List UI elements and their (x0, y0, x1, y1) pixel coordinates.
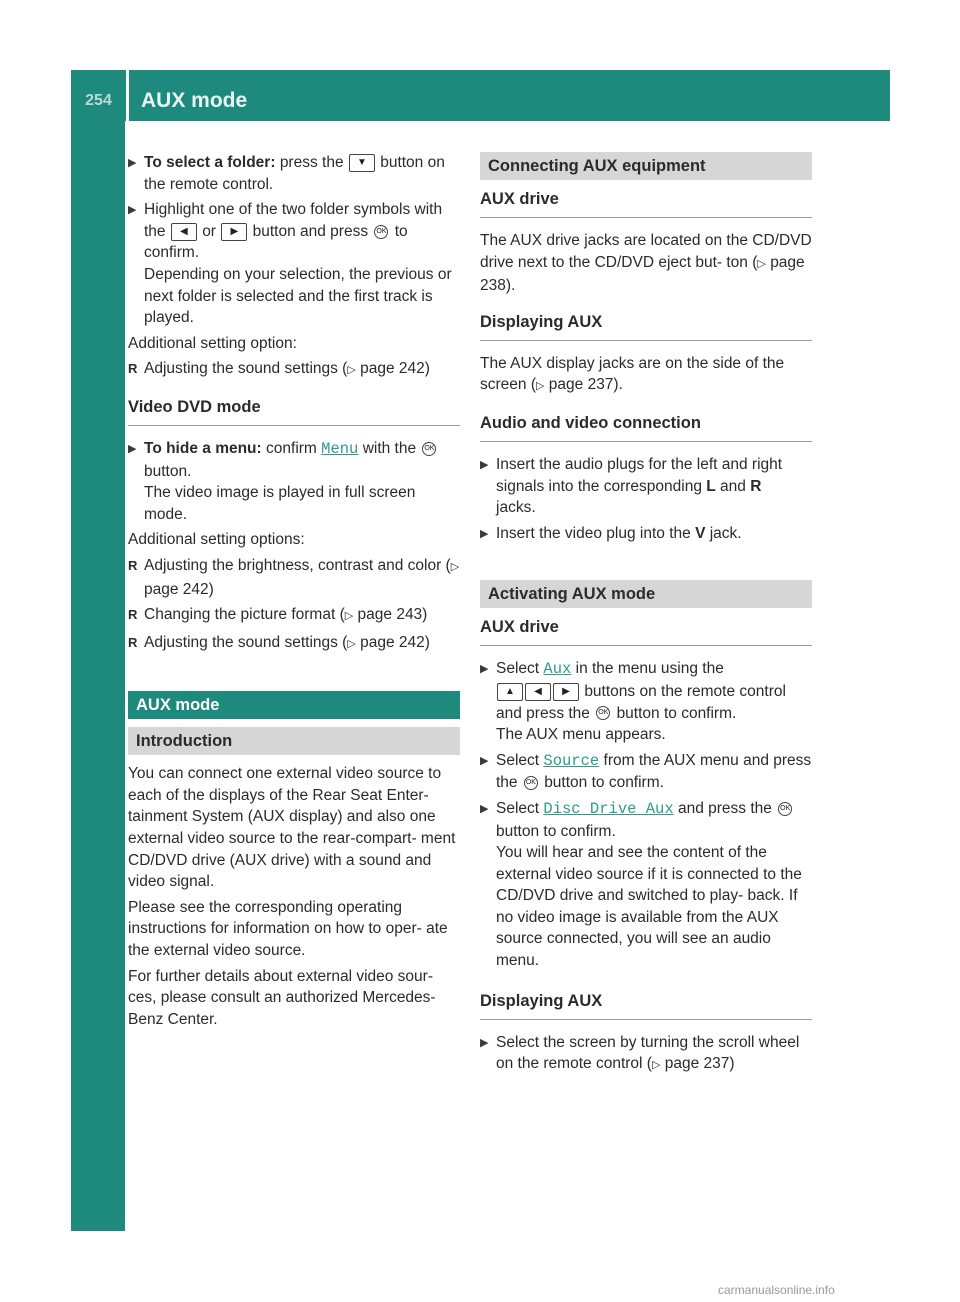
additional-option-label: Additional setting option: (128, 334, 297, 352)
bullet-item: R Adjusting the sound settings (▷ page 242) (128, 358, 460, 382)
right-arrow-key-icon: ▶ (221, 223, 247, 241)
intro-paragraph: For further details about external video sour- ces, please consult an authorized Mercedes- Benz Center. (128, 967, 436, 1028)
header-divider (126, 70, 129, 121)
intro-paragraph: Please see the corresponding operating instructions for information on how to oper- ate the external video source. (128, 898, 448, 960)
bullet-mark-icon: R (128, 607, 138, 623)
step-select-aux: ▶ Select Aux in the menu using the ▲ ◀ ▶ buttons on the remote control and press the OK button to confirm. The AUX menu appears. (480, 660, 786, 744)
page-ref-link[interactable]: page 243) (357, 606, 428, 624)
step-select-source: ▶ Select Source from the AUX menu and press the OK button to confirm. (480, 751, 812, 792)
heading-aux-drive: AUX drive (480, 188, 812, 218)
left-arrow-key-icon: ◀ (171, 223, 197, 241)
heading-audio-video: Audio and video connection (480, 412, 812, 442)
heading-aux-drive: AUX drive (480, 616, 812, 646)
step-arrow-icon: ▶ (480, 754, 489, 767)
bullet-item: R Adjusting the brightness, contrast and color (▷ page 242) (128, 556, 460, 598)
page-ref-link[interactable]: page 242) (360, 633, 430, 651)
page-ref-icon: ▷ (347, 637, 356, 650)
ok-button-icon: OK (596, 706, 610, 720)
step-arrow-icon: ▶ (128, 442, 137, 455)
ok-button-icon: OK (524, 776, 538, 790)
bullet-mark-icon: R (128, 361, 138, 377)
disc-drive-aux-term: Disc Drive Aux (543, 799, 674, 818)
page-ref-link[interactable]: page 237). (548, 376, 623, 394)
ok-button-icon: OK (374, 225, 388, 239)
heading-video-dvd-mode: Video DVD mode (128, 396, 460, 426)
displaying-aux-paragraph: The AUX display jacks are on the side of the screen (▷ page 237). (480, 354, 785, 394)
bullet-item: R Adjusting the sound settings (▷ page 242) (128, 632, 460, 656)
heading-displaying-aux: Displaying AUX (480, 311, 812, 341)
section-activating-aux: Activating AUX mode (480, 580, 812, 608)
bullet-item: R Changing the picture format (▷ page 243) (128, 604, 460, 628)
heading-displaying-aux: Displaying AUX (480, 990, 812, 1020)
step-arrow-icon: ▶ (480, 663, 489, 676)
page-ref-icon: ▷ (536, 380, 545, 393)
page-ref-icon: ▷ (347, 364, 356, 377)
ok-button-icon: OK (422, 442, 436, 456)
aux-term: Aux (543, 660, 572, 679)
section-introduction: Introduction (128, 727, 460, 755)
page-ref-link[interactable]: page 238). (480, 253, 805, 295)
intro-paragraph: You can connect one external video source to each of the displays of the Rear Seat Enter- tainment System (AUX display) and also one external video source to the rear-compart- ment CD/DVD drive (AUX drive) with a sound and video signal. (128, 765, 456, 891)
right-arrow-key-icon: ▶ (553, 683, 579, 701)
step-label: To select a folder: (144, 154, 276, 171)
page-ref-link[interactable]: page 242) (144, 580, 214, 598)
left-arrow-key-icon: ◀ (525, 683, 551, 701)
step-arrow-icon: ▶ (480, 458, 489, 471)
ok-button-icon: OK (778, 802, 792, 816)
page-ref-icon: ▷ (450, 560, 460, 573)
step-arrow-icon: ▶ (480, 802, 489, 815)
step-select-disc-drive: ▶ Select Disc Drive Aux and press the OK button to confirm. You will hear and see the content of the external video source if it is connected to the CD/DVD drive and switched to play- back. If no video image is available from the AUX source connected, you will see an audio menu. (480, 799, 802, 970)
source-term: Source (543, 751, 600, 770)
page-ref-icon: ▷ (757, 257, 766, 270)
watermark: carmanualsonline.info (718, 1283, 835, 1297)
side-chapter-label: Rear Seat Entertainment System (86, 267, 110, 601)
step-arrow-icon: ▶ (480, 1036, 489, 1049)
down-arrow-key-icon: ▼ (349, 154, 375, 172)
step-arrow-icon: ▶ (128, 204, 137, 217)
chapter-title: AUX mode (141, 89, 248, 112)
aux-drive-paragraph: The AUX drive jacks are located on the CD/DVD drive next to the CD/DVD eject but- ton (▷ page 238). (480, 232, 812, 295)
bullet-mark-icon: R (128, 634, 138, 650)
step-hide-menu: ▶ To hide a menu: confirm Menu with the OK button. The video image is played in full screen mode. (128, 439, 435, 523)
section-aux-mode: AUX mode (128, 691, 460, 719)
left-column (128, 152, 460, 1034)
step-arrow-icon: ▶ (128, 157, 137, 169)
step-highlight-folder: ▶ Highlight one of the two folder symbols with the ◀ or ▶ button and press OK to confirm. Depending on your selection, the previous or next folder is selected and the first track is played. (128, 201, 452, 327)
step-select-folder: ▶ To select a folder: press the ▼ button on the remote control. (128, 154, 445, 193)
step-arrow-icon: ▶ (480, 527, 489, 540)
bullet-mark-icon: R (128, 557, 138, 573)
section-connecting-aux: Connecting AUX equipment (480, 152, 812, 180)
page-ref-icon: ▷ (344, 610, 354, 623)
step-insert-audio: ▶ Insert the audio plugs for the left and right signals into the corresponding L and R jacks. (480, 455, 783, 517)
page-ref-link[interactable]: page 237) (664, 1055, 735, 1073)
menu-term: Menu (321, 439, 359, 458)
page-number: 254 (85, 92, 112, 109)
step-select-screen: ▶ Select the screen by turning the scroll wheel on the remote control (▷ page 237) (480, 1033, 800, 1073)
page-ref-icon: ▷ (651, 1059, 661, 1072)
step-insert-video: ▶ Insert the video plug into the V jack. (480, 523, 812, 545)
right-column (480, 152, 812, 1081)
page-ref-link[interactable]: page 242) (360, 360, 430, 378)
additional-options-label: Additional setting options: (128, 531, 305, 549)
step-label: To hide a menu: (144, 439, 262, 457)
up-arrow-key-icon: ▲ (497, 683, 523, 701)
